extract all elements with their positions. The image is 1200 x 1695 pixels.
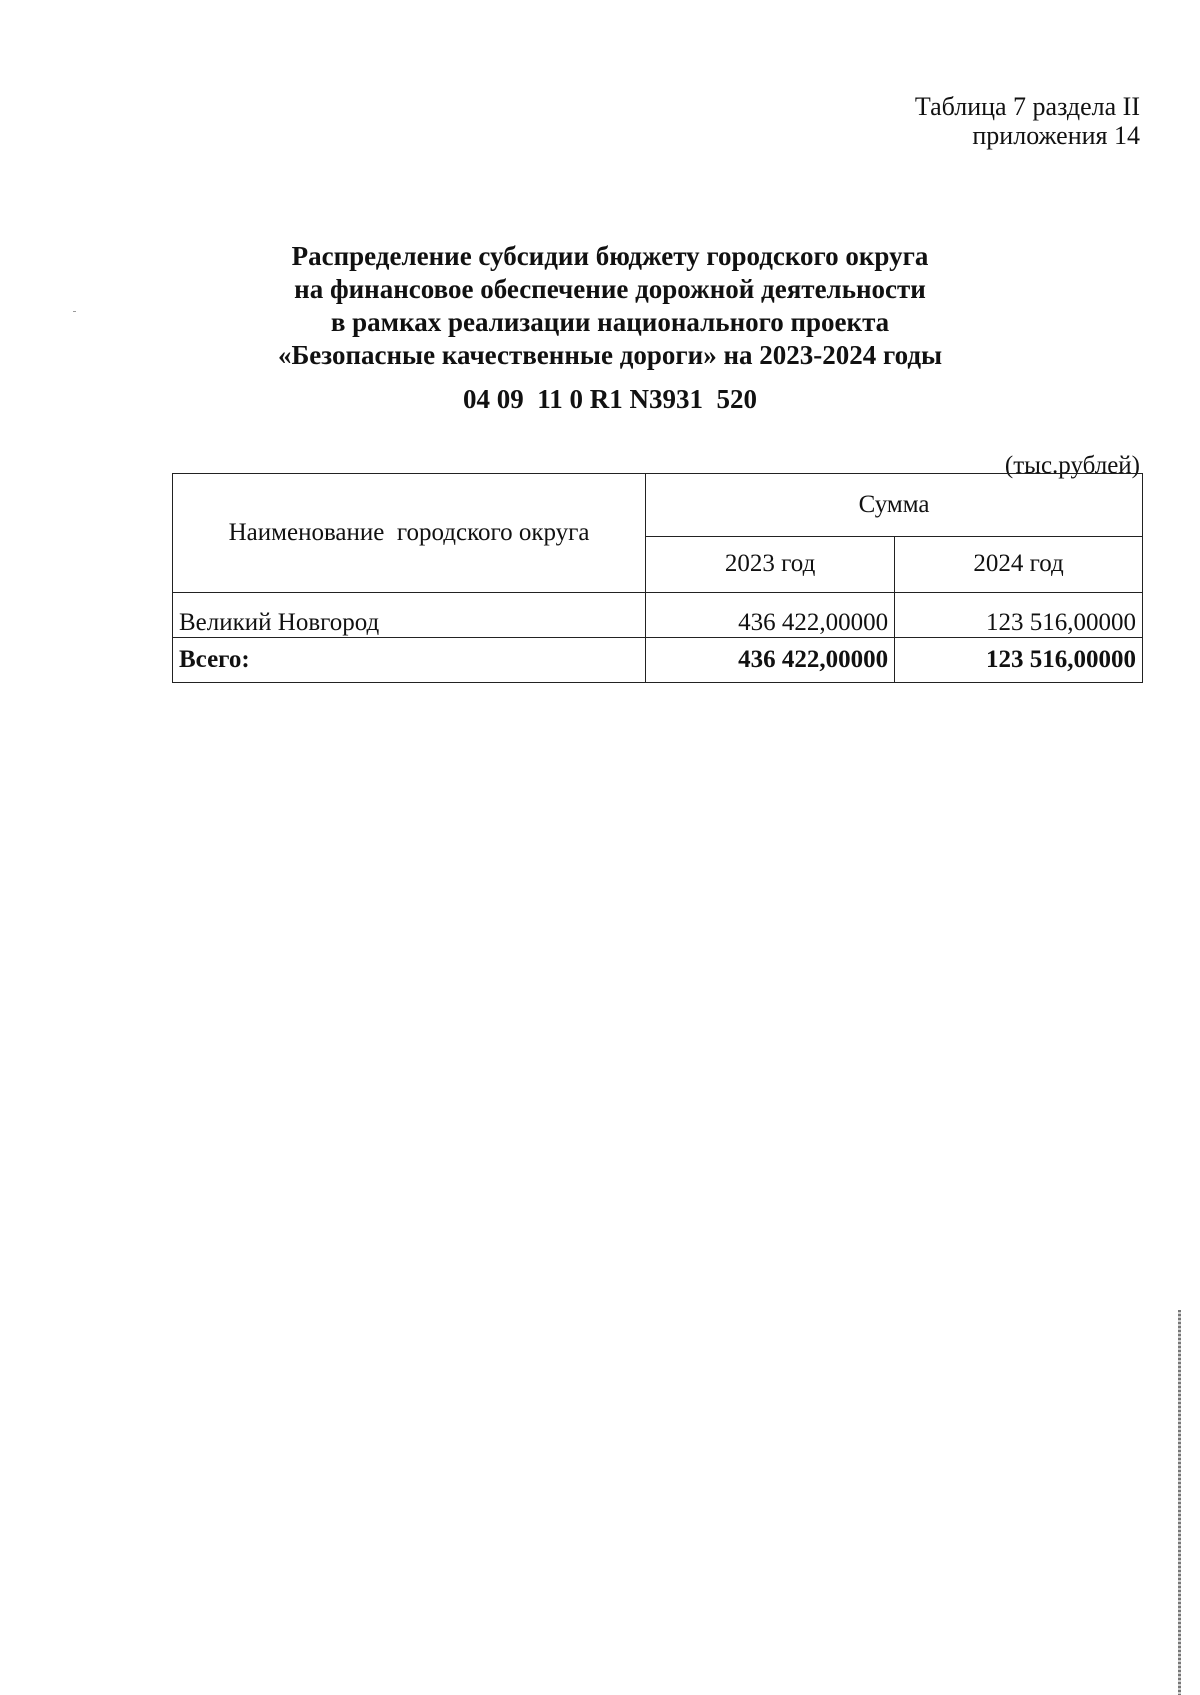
- column-header-2023: 2023 год: [646, 536, 895, 592]
- table-header-row: [173, 474, 1143, 537]
- title-line-3: в рамках реализации национального проекта: [330, 307, 890, 337]
- column-header-name: Наименование городского округа: [173, 474, 646, 593]
- table-row: [173, 593, 1143, 638]
- table-reference: [915, 92, 1140, 150]
- title-line-4: «Безопасные качественные дороги» на 2023-2024 годы: [277, 340, 943, 370]
- scan-edge-artifact: [1178, 1310, 1181, 1695]
- units-label: (тыс.рублей): [1004, 452, 1140, 479]
- budget-classification-code: 04 09 11 0 R1 N3931 520: [462, 384, 757, 414]
- table-reference-line-2: приложения 14: [972, 121, 1140, 150]
- total-label-cell: Всего:: [173, 638, 646, 683]
- table-total-row: [173, 638, 1143, 683]
- total-2024-cell: 123 516,00000: [895, 638, 1143, 683]
- table-reference-line-1: Таблица 7 раздела II: [914, 92, 1140, 121]
- row-2024-cell: 123 516,00000: [895, 593, 1143, 638]
- total-2023-cell: 436 422,00000: [646, 638, 895, 683]
- row-name-cell: Великий Новгород: [173, 593, 646, 638]
- document-title: [170, 240, 1050, 372]
- title-line-1: Распределение субсидии бюджету городского округа: [291, 241, 929, 271]
- subsidy-table: [172, 473, 1143, 683]
- row-2023-cell: 436 422,00000: [646, 593, 895, 638]
- title-line-2: на финансовое обеспечение дорожной деятельности: [294, 274, 926, 304]
- column-header-sum: Сумма: [646, 474, 1143, 537]
- column-header-2024: 2024 год: [895, 536, 1143, 592]
- scan-speck: [73, 311, 76, 312]
